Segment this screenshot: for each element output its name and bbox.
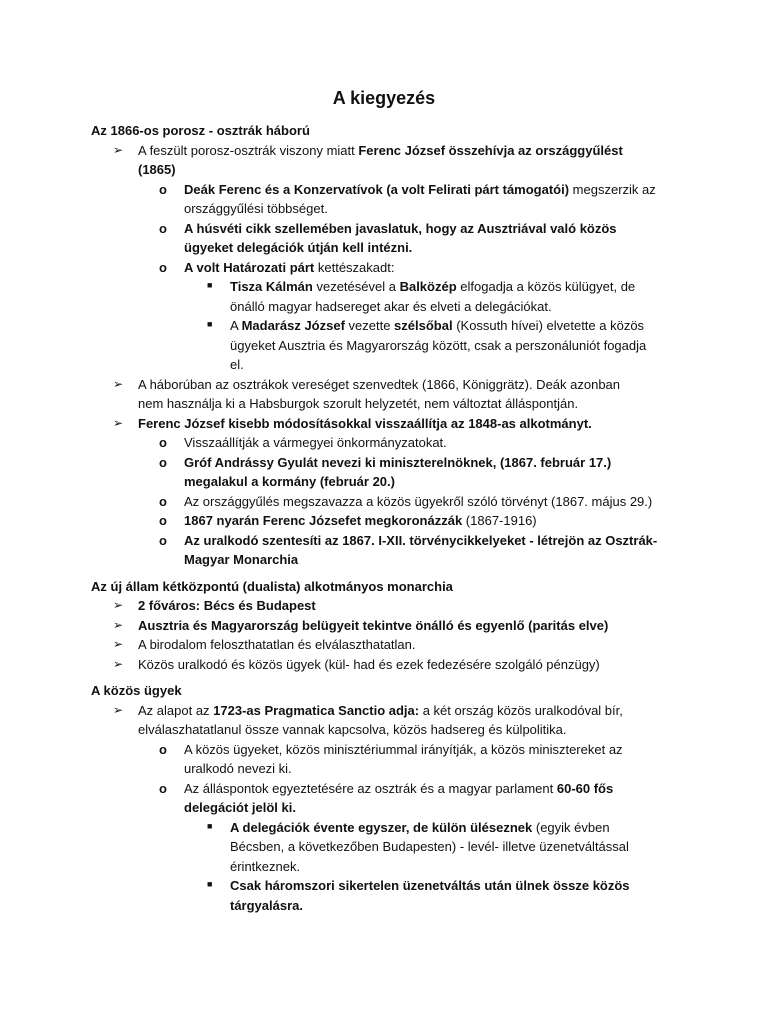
circle-bullet-icon: o [159,181,167,197]
list-item: o 1867 nyarán Ferenc Józsefet megkoronázzák (1867-1916) [91,511,691,531]
arrow-bullet-icon: ➢ [113,415,124,430]
list-item: o Visszaállítják a vármegyei önkormányzatokat. [91,433,691,453]
document-body [91,121,691,915]
arrow-bullet-icon: ➢ [113,702,124,717]
list-item: ■ Tisza Kálmán vezetésével a Balközép elfogadja a közös külügyet, de önálló magyar hadsereget akar és elveti a delegációkat. [91,277,691,316]
square-bullet-icon: ■ [207,879,213,889]
arrow-bullet-icon: ➢ [113,142,124,157]
list-item: o A húsvéti cikk szellemében javaslatuk, hogy az Ausztriával való közös ügyeket delegációk útján kell intézni. [159,220,617,255]
list-item: ➢ A feszült porosz-osztrák viszony miatt Ferenc József összehívja az országgyűlést (1865) [113,142,623,177]
circle-bullet-icon: o [159,259,167,275]
list-item: o Az álláspontok egyeztetésére az osztrák és a magyar parlament 60-60 fős delegációt jelöl ki. [159,780,614,815]
list-item: ➢ 2 főváros: Bécs és Budapest [91,596,691,616]
arrow-bullet-icon: ➢ [113,637,124,651]
circle-bullet-icon: o [159,493,167,509]
section-heading-dualism: Az új állam kétközpontú (dualista) alkotmányos monarchia [91,578,453,594]
circle-bullet-icon: o [159,741,167,757]
list-item: ➢ Az alapot az 1723-as Pragmatica Sanctio adja: a két ország közös uralkodóval bír, elválaszhatatlanul össze vannak kapcsolva, közös hadsereg és külpolitika. [113,702,623,737]
arrow-bullet-icon: ➢ [113,598,124,612]
list-item: ➢ A háborúban az osztrákok vereséget szenvedtek (1866, Königgrätz). Deák azonban nem használja ki a Habsburgok szorult helyzetét, nem változtat álláspontján. [113,376,621,411]
list-item: o Az országgyűlés megszavazza a közös ügyekről szóló törvényt (1867. május 29.) [91,492,691,512]
square-bullet-icon: ■ [207,280,213,290]
circle-bullet-icon: o [159,220,167,236]
section-heading-common-affairs: A közös ügyek [91,683,182,698]
list-item: ➢ Ausztria és Magyarország belügyeit tekintve önálló és egyenlő (paritás elve) [91,616,691,636]
list-item: ■ A delegációk évente egyszer, de külön üléseznek (egyik évben Bécsben, a következőben Budapesten) - levél- illetve üzenetváltással érintkeznek. [91,818,691,877]
square-bullet-icon: ■ [207,319,213,329]
list-item: ➢ Ferenc József kisebb módosításokkal visszaállítja az 1848-as alkotmányt. [91,414,691,434]
circle-bullet-icon: o [159,780,167,796]
page-title: A kiegyezés [332,88,436,108]
section-heading-war: Az 1866-os porosz - osztrák háború [91,123,310,138]
arrow-bullet-icon: ➢ [113,376,124,391]
list-item: o Deák Ferenc és a Konzervatívok (a volt Felirati párt támogatói) megszerzik az országgyűlési többséget. [159,181,656,216]
list-item: ■ Csak háromszori sikertelen üzenetváltás után ülnek össze közös tárgyalásra. [91,876,691,915]
arrow-bullet-icon: ➢ [113,656,124,671]
list-item: o Gróf Andrássy Gyulát nevezi ki miniszterelnöknek, (1867. február 17.) megalakul a kormány (február 20.) [159,454,612,489]
circle-bullet-icon: o [159,532,167,548]
circle-bullet-icon: o [159,435,167,450]
list-item: o Az uralkodó szentesíti az 1867. I-XII. törvénycikkelyeket - létrejön az Osztrák- Magyar Monarchia [159,532,658,567]
circle-bullet-icon: o [159,454,167,470]
square-bullet-icon: ■ [207,820,213,831]
list-item: ■ A Madarász József vezette szélsőbal (Kossuth hívei) elvetette a közös ügyeket Ausztria és Magyarország között, csak a perszonáluniót fogadja el. [91,316,691,375]
list-item: ➢ A birodalom feloszthatatlan és elválaszthatatlan. [91,635,691,655]
arrow-bullet-icon: ➢ [113,617,124,632]
list-item: ➢ Közös uralkodó és közös ügyek (kül- had és ezek fedezésére szolgáló pénzügy) [91,655,691,675]
list-item: o A közös ügyeket, közös minisztériummal irányítják, a közös minisztereket az uralkodó nevezi ki. [159,741,623,776]
circle-bullet-icon: o [159,513,167,528]
list-item: o A volt Határozati párt kettészakadt: [91,258,691,278]
